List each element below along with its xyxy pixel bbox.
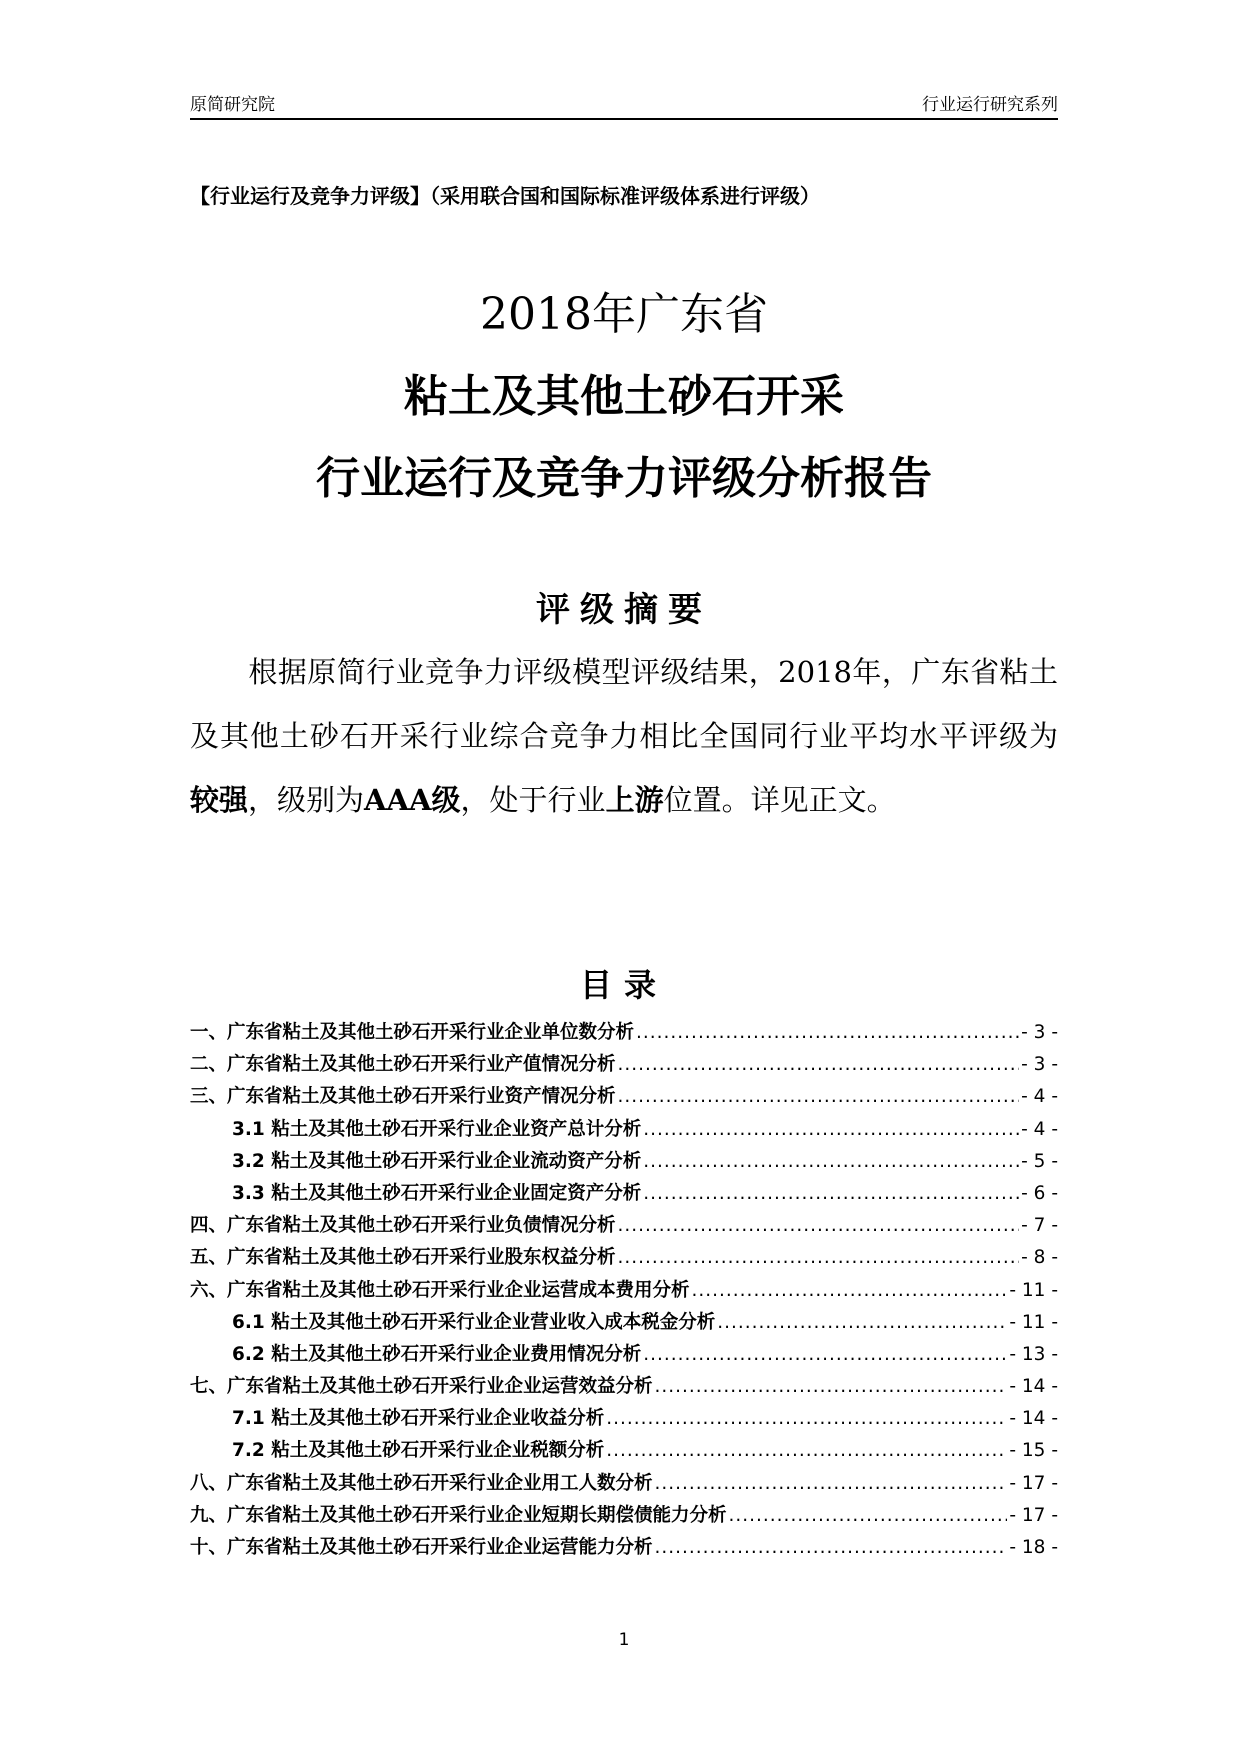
toc-entry-label: 6.2 粘土及其他土砂石开采行业企业费用情况分析 [232, 1343, 642, 1365]
report-tagline: 【行业运行及竞争力评级】（采用联合国和国际标准评级体系进行评级） [190, 184, 820, 208]
toc-entry-page: - 3 - [1021, 1054, 1058, 1076]
toc-subentry[interactable] [190, 1115, 1058, 1147]
toc-heading: 目录 [579, 966, 668, 1004]
toc-entry-label: 三、广东省粘土及其他土砂石开采行业资产情况分析 [190, 1086, 616, 1108]
toc-entry-label: 七、广东省粘土及其他土砂石开采行业企业运营效益分析 [190, 1376, 653, 1398]
toc-entry-page: - 15 - [1009, 1440, 1058, 1462]
toc-entry-label: 3.3 粘土及其他土砂石开采行业企业固定资产分析 [232, 1182, 642, 1204]
summary-text-4: 位置。详见正文。 [663, 783, 896, 817]
toc-entry-page: - 4 - [1021, 1118, 1058, 1140]
title-line-3: 行业运行及竞争力评级分析报告 [316, 453, 932, 504]
title-line-2: 粘土及其他土砂石开采 [404, 371, 844, 422]
toc-entry-page: - 11 - [1009, 1279, 1058, 1301]
summary-text-1: 根据原简行业竞争力评级模型评级结果，2018年，广东省粘土及其他土砂石开采行业综合竞争力相比全国同行业平均水平评级为 [190, 655, 1058, 753]
toc-entry-label: 五、广东省粘土及其他土砂石开采行业股东权益分析 [190, 1247, 616, 1269]
toc-entry-label: 6.1 粘土及其他土砂石开采行业企业营业收入成本税金分析 [232, 1311, 716, 1333]
toc-entry-page: - 17 - [1009, 1472, 1058, 1494]
summary-position: 上游 [605, 783, 664, 817]
toc-entry-page: - 11 - [1009, 1311, 1058, 1333]
toc-entry[interactable] [190, 1050, 1058, 1082]
toc-entry-label: 四、广东省粘土及其他土砂石开采行业负债情况分析 [190, 1215, 616, 1237]
page-number: 1 [618, 1630, 630, 1650]
toc-subentry[interactable] [190, 1436, 1058, 1468]
summary-heading: 评级摘要 [536, 590, 712, 630]
toc-entry-page: - 14 - [1009, 1376, 1058, 1398]
toc-entry[interactable] [190, 1372, 1058, 1404]
header-publisher: 原简研究院 [190, 95, 275, 115]
toc-subentry[interactable] [190, 1404, 1058, 1436]
toc-entry[interactable] [190, 1082, 1058, 1114]
summary-rating: 较强 [190, 783, 249, 817]
toc-subentry[interactable] [190, 1179, 1058, 1211]
toc-entry-page: - 3 - [1021, 1022, 1058, 1043]
page-header [190, 90, 1058, 120]
toc-entry-label: 3.1 粘土及其他土砂石开采行业企业资产总计分析 [232, 1118, 642, 1140]
header-series: 行业运行研究系列 [922, 95, 1058, 115]
toc-entry[interactable] [190, 1501, 1058, 1533]
toc-entry[interactable] [190, 1533, 1058, 1565]
toc-entry-page: - 7 - [1021, 1215, 1058, 1237]
toc-subentry[interactable] [190, 1147, 1058, 1179]
toc-entry-page: - 17 - [1009, 1504, 1058, 1526]
toc-entry-page: - 5 - [1021, 1150, 1058, 1172]
toc-entry[interactable] [190, 1469, 1058, 1501]
toc-entry-label: 7.2 粘土及其他土砂石开采行业企业税额分析 [232, 1440, 605, 1462]
toc-entry-label: 二、广东省粘土及其他土砂石开采行业产值情况分析 [190, 1054, 616, 1076]
toc-entry[interactable] [190, 1211, 1058, 1243]
toc-entry-label: 十、广东省粘土及其他土砂石开采行业企业运营能力分析 [190, 1537, 653, 1558]
toc-entry[interactable] [190, 1276, 1058, 1308]
summary-text-2: ，级别为 [248, 783, 365, 817]
toc-subentry[interactable] [190, 1340, 1058, 1372]
toc-entry[interactable] [190, 1243, 1058, 1275]
table-of-contents [190, 1018, 1058, 1565]
toc-entry-page: - 13 - [1009, 1343, 1058, 1365]
toc-entry-page: - 8 - [1021, 1247, 1058, 1269]
toc-entry-label: 九、广东省粘土及其他土砂石开采行业企业短期长期偿债能力分析 [190, 1504, 727, 1526]
toc-entry-page: - 6 - [1021, 1182, 1058, 1204]
summary-grade: AAA级 [364, 783, 461, 817]
title-line-1: 2018年广东省 [480, 289, 768, 340]
summary-paragraph [190, 640, 1058, 832]
toc-entry-page: - 18 - [1009, 1537, 1058, 1558]
toc-subentry[interactable] [190, 1308, 1058, 1340]
toc-entry-label: 八、广东省粘土及其他土砂石开采行业企业用工人数分析 [190, 1472, 653, 1494]
summary-text-3: ，处于行业 [460, 783, 606, 817]
toc-entry-label: 3.2 粘土及其他土砂石开采行业企业流动资产分析 [232, 1150, 642, 1172]
toc-entry[interactable] [190, 1018, 1058, 1050]
toc-entry-label: 7.1 粘土及其他土砂石开采行业企业收益分析 [232, 1408, 605, 1430]
toc-entry-label: 六、广东省粘土及其他土砂石开采行业企业运营成本费用分析 [190, 1279, 690, 1301]
toc-entry-page: - 14 - [1009, 1408, 1058, 1430]
toc-entry-label: 一、广东省粘土及其他土砂石开采行业企业单位数分析 [190, 1022, 635, 1043]
toc-entry-page: - 4 - [1021, 1086, 1058, 1108]
